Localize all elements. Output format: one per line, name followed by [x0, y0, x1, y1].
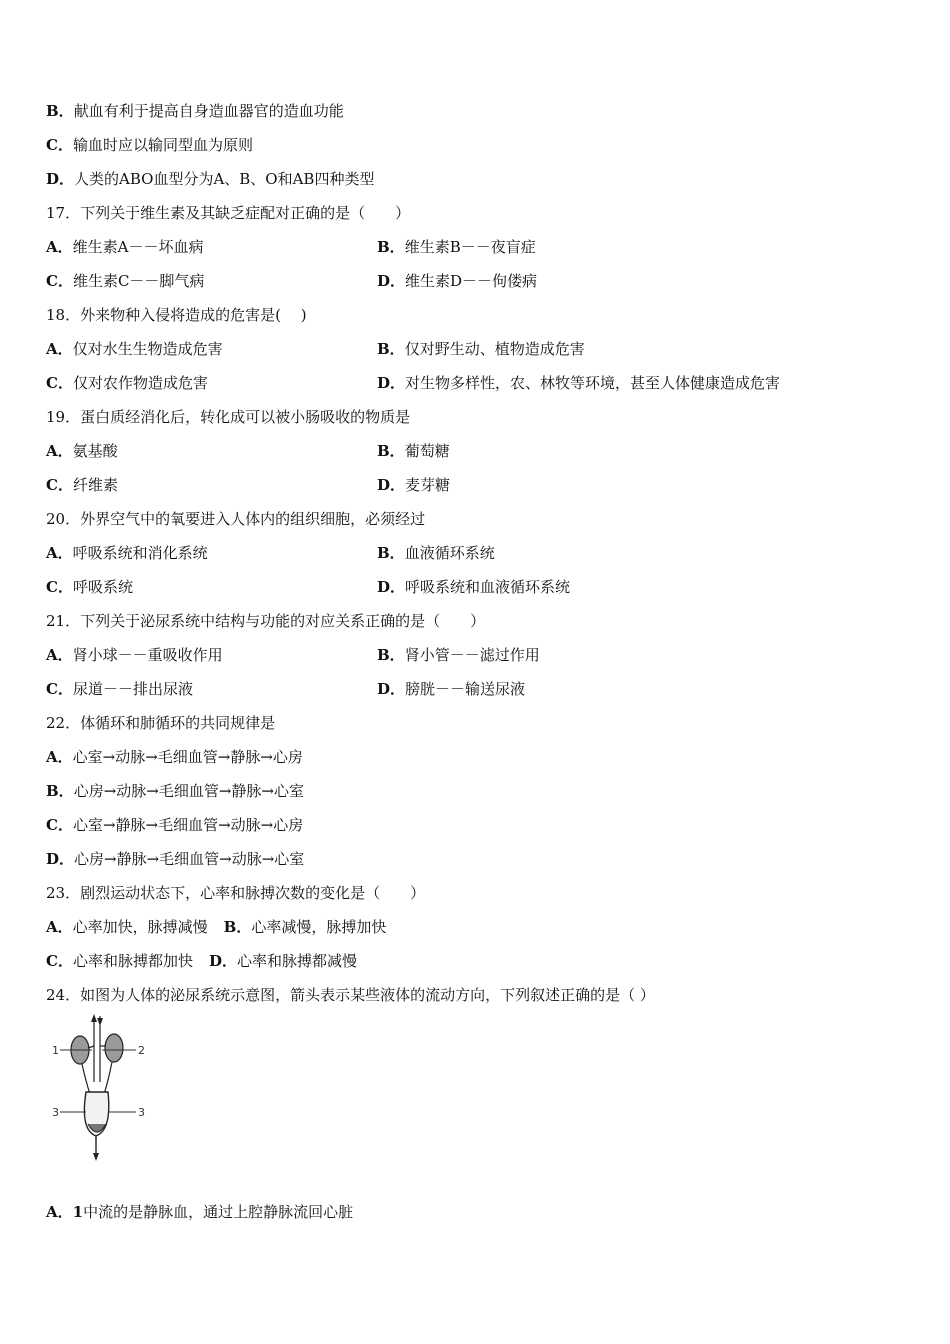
q22-option-b — [46, 781, 304, 801]
option-text: 仅对农作物造成危害 — [72, 374, 208, 392]
option-text: 人类的ABO血型分为A、B、O和AB四种类型 — [74, 170, 375, 188]
q22-option-c — [46, 815, 303, 835]
option-letter: D． — [377, 476, 406, 494]
q17-option-b — [377, 237, 536, 257]
option-letter: D． — [377, 578, 406, 596]
q22-option-d — [46, 849, 304, 869]
option-text: 膀胱－－输送尿液 — [405, 680, 526, 698]
q21-option-b — [377, 645, 540, 665]
label-2: 2 — [138, 1044, 145, 1057]
q16-option-d — [46, 169, 374, 189]
q20-option-c — [46, 577, 133, 597]
option-text: 心房→静脉→毛细血管→动脉→心室 — [74, 850, 305, 868]
option-letter: C． — [46, 272, 73, 290]
option-letter: A． — [46, 238, 73, 256]
option-letter: B． — [46, 102, 74, 120]
option-letter: D． — [377, 374, 406, 392]
urinary-system-diagram — [50, 1012, 160, 1162]
option-letter: D． — [46, 850, 75, 868]
option-text: 仅对水生生物造成危害 — [72, 340, 223, 358]
q19-stem: 19．蛋白质经消化后，转化成可以被小肠吸收的物质是 — [46, 408, 411, 426]
option-letter: A． — [46, 544, 73, 562]
option-letter: D． — [377, 680, 406, 698]
option-text: 氨基酸 — [72, 442, 118, 460]
option-letter: C． — [46, 680, 73, 698]
q23-options-row1 — [46, 917, 386, 937]
option-letter: B． — [377, 340, 405, 358]
option-letter: A． — [46, 442, 73, 460]
option-text: 肾小球－－重吸收作用 — [72, 646, 223, 664]
option-text: 呼吸系统和消化系统 — [72, 544, 208, 562]
option-letter: A． — [46, 646, 73, 664]
q17-stem: 17．下列关于维生素及其缺乏症配对正确的是（ ） — [46, 204, 411, 222]
q18-stem: 18．外来物种入侵将造成的危害是( ) — [46, 306, 307, 324]
q23-options-row2 — [46, 951, 357, 971]
q21-stem: 21．下列关于泌尿系统中结构与功能的对应关系正确的是（ ） — [46, 612, 486, 630]
right-kidney-icon — [105, 1034, 123, 1062]
q19-option-a — [46, 441, 118, 461]
option-letter: D． — [46, 170, 75, 188]
q18-option-d — [377, 373, 780, 393]
option-text: 维生素C－－脚气病 — [72, 272, 205, 290]
q23-stem: 23．剧烈运动状态下，心率和脉搏次数的变化是（ ） — [46, 884, 426, 902]
option-number: 1 — [72, 1203, 84, 1221]
option-letter: C． — [46, 136, 73, 154]
q21-option-a — [46, 645, 223, 665]
option-letter: C． — [46, 578, 73, 596]
arrow-down-icon — [93, 1153, 99, 1161]
q24-option-a — [46, 1202, 353, 1222]
label-1: 1 — [52, 1044, 59, 1057]
option-letter: A． — [46, 918, 73, 936]
option-letter: C． — [46, 476, 73, 494]
option-text: 心室→静脉→毛细血管→动脉→心房 — [72, 816, 304, 834]
q16-option-b — [46, 101, 344, 121]
option-letter: B． — [223, 918, 252, 936]
q19-option-b — [377, 441, 450, 461]
option-text: 尿道－－排出尿液 — [72, 680, 193, 698]
option-text: 中流的是静脉血，通过上腔静脉流回心脏 — [83, 1203, 354, 1221]
option-letter: D． — [208, 952, 237, 970]
option-text: 心率减慢，脉搏加快 — [251, 918, 387, 936]
option-text: 心室→动脉→毛细血管→静脉→心房 — [72, 748, 303, 766]
q17-option-a — [46, 237, 203, 257]
option-text: 麦芽糖 — [405, 476, 451, 494]
option-letter: A． — [46, 748, 73, 766]
q20-stem: 20．外界空气中的氧要进入人体内的组织细胞，必须经过 — [46, 510, 426, 528]
option-letter: C． — [46, 816, 73, 834]
option-letter: B． — [377, 442, 405, 460]
option-text: 葡萄糖 — [404, 442, 450, 460]
option-text: 献血有利于提高自身造血器官的造血功能 — [73, 102, 344, 120]
option-text: 心房→动脉→毛细血管→静脉→心室 — [73, 782, 304, 800]
option-text: 维生素D－－佝偻病 — [405, 272, 538, 290]
option-text: 心率加快，脉搏减慢 — [72, 918, 208, 936]
q20-option-a — [46, 543, 208, 563]
option-letter: C． — [46, 374, 73, 392]
q18-option-a — [46, 339, 223, 359]
option-text: 输血时应以输同型血为原则 — [72, 136, 253, 154]
option-text: 纤维素 — [72, 476, 118, 494]
option-text: 心率和脉搏都加快 — [72, 952, 193, 970]
q17-option-d — [377, 271, 537, 291]
q24-stem: 24．如图为人体的泌尿系统示意图，箭头表示某些液体的流动方向，下列叙述正确的是（ ） — [46, 986, 655, 1004]
q19-option-c — [46, 475, 118, 495]
arrow-up-icon — [91, 1014, 97, 1022]
option-text: 呼吸系统 — [72, 578, 133, 596]
option-letter: A． — [46, 340, 73, 358]
q21-option-d — [377, 679, 525, 699]
option-letter: B． — [46, 782, 74, 800]
option-text: 维生素A－－坏血病 — [72, 238, 204, 256]
option-letter: C． — [46, 952, 73, 970]
q19-option-d — [377, 475, 450, 495]
q20-option-b — [377, 543, 495, 563]
option-text: 心率和脉搏都减慢 — [236, 952, 357, 970]
q21-option-c — [46, 679, 193, 699]
option-letter: B． — [377, 646, 405, 664]
arrow-down-icon — [97, 1018, 103, 1026]
option-text: 血液循环系统 — [404, 544, 495, 562]
option-text: 呼吸系统和血液循环系统 — [405, 578, 571, 596]
q22-option-a — [46, 747, 303, 767]
option-text: 肾小管－－滤过作用 — [404, 646, 540, 664]
option-text: 对生物多样性，农、林牧等环境，甚至人体健康造成危害 — [405, 374, 781, 392]
label-3-right: 3 — [138, 1106, 145, 1119]
option-text: 维生素B－－夜盲症 — [404, 238, 536, 256]
q16-option-c — [46, 135, 253, 155]
option-text: 仅对野生动、植物造成危害 — [404, 340, 585, 358]
q20-option-d — [377, 577, 570, 597]
option-letter: B． — [377, 544, 405, 562]
q22-stem: 22．体循环和肺循环的共同规律是 — [46, 714, 276, 732]
label-3-left: 3 — [52, 1106, 59, 1119]
q18-option-b — [377, 339, 585, 359]
option-letter: A． — [46, 1203, 73, 1221]
q17-option-c — [46, 271, 204, 291]
option-letter: D． — [377, 272, 406, 290]
option-letter: B． — [377, 238, 405, 256]
q18-option-c — [46, 373, 208, 393]
